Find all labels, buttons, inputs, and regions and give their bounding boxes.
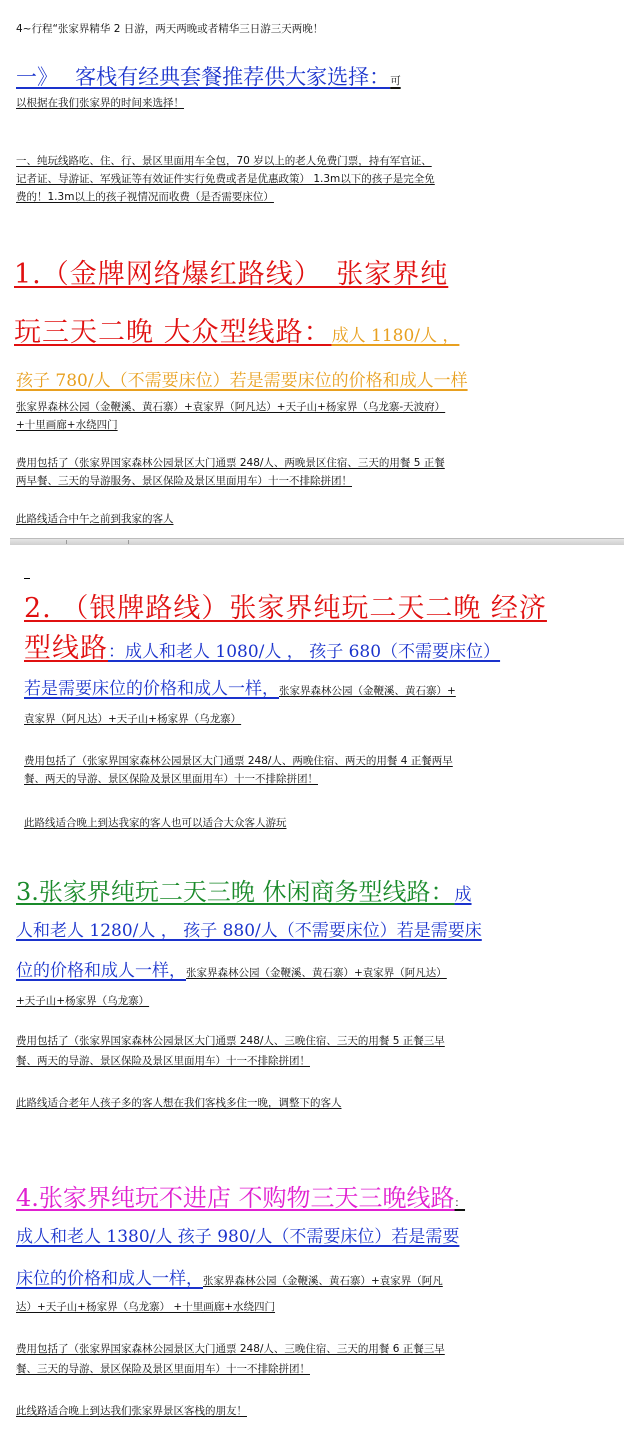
route1-fee-2: 两早餐、三天的导游服务、景区保险及景区里面用车）十一不排除拼团！ [16, 475, 352, 487]
route1-title-line2 [14, 316, 459, 350]
route3-fee-1: 费用包括了（张家界国家森林公园景区大门通票 248/人、三晚住宿、三天的用餐 5 正餐三早 [16, 1035, 445, 1047]
route2-title-line1: 2. （银牌路线）张家界纯玩二天二晚 经济 [24, 593, 547, 624]
intro-line: 4~行程“张家界精华 2 日游，两天两晚或者精华三日游三天两晚！ [16, 23, 324, 35]
heading-sub: 以根据在我们张家界的时间来选择！ [16, 97, 184, 109]
route1-itinerary-2: +十里画廊+水绕四门 [16, 419, 118, 431]
route4-fee-2: 餐、三天的导游、景区保险及景区里面用车）十一不排除拼团！ [16, 1363, 310, 1375]
heading-main: 一》 客栈有经典套餐推荐供大家选择： [16, 65, 391, 89]
route2-price-a: ：成人和老人 1080/人 ， 孩子 680（不需要床位） [108, 642, 501, 662]
route1-price-a: 成人 1180/人 ， [331, 326, 460, 346]
route4-price-a: 成人和老人 1380/人 孩子 980/人（不需要床位）若是需要 [16, 1227, 460, 1247]
route2-itinerary-2: 袁家界（阿凡达）+天子山+杨家界（乌龙寨） [24, 713, 242, 725]
route1-title-line1: 1.（金牌网络爆红路线） 张家界纯 [14, 259, 449, 290]
route2-price-row [24, 678, 456, 700]
route1-suit: 此路线适合中午之前到我家的客人 [16, 513, 174, 525]
route3-itinerary-1: 张家界森林公园（金鞭溪、黄石寨）+袁家界（阿凡达） [186, 967, 447, 979]
route3-price-row [16, 960, 447, 982]
route2-fee-2: 餐、两天的导游、景区保险及景区里面用车）十一不排除拼团！ [24, 773, 318, 785]
route4-title-text: 4.张家界纯玩不进店 不购物三天三晚线路 [16, 1184, 455, 1212]
route4-title-colon: ： [454, 1197, 466, 1209]
route4-price-b: 床位的价格和成人一样， [16, 1269, 203, 1289]
route2-fee-1: 费用包括了（张家界国家森林公园景区大门通票 248/人、两晚住宿、两天的用餐 4 正餐两早 [24, 755, 453, 767]
route4-price-row [16, 1268, 443, 1290]
route2-title-line2 [24, 632, 500, 666]
route2-title-text: 型线路 [24, 633, 108, 664]
route3-title-row [16, 876, 472, 908]
route4-itinerary-1: 张家界森林公园（金鞭溪、黄石寨）+袁家界（阿凡 [203, 1275, 443, 1287]
route3-itinerary-2: +天子山+杨家界（乌龙寨） [16, 995, 150, 1007]
route1-itinerary-1: 张家界森林公园（金鞭溪、黄石寨）+袁家界（阿凡达）+天子山+杨家界（乌龙寨-天波府） [16, 401, 446, 413]
route3-title-text: 3.张家界纯玩二天三晚 休闲商务型线路： [16, 878, 455, 906]
route4-itinerary-2: 达）+天子山+杨家界（乌龙寨） +十里画廊+水绕四门 [16, 1301, 276, 1313]
route3-price-c: 位的价格和成人一样， [16, 961, 186, 981]
route3-price-b: 人和老人 1280/人 ， 孩子 880/人（不需要床位）若是需要床 [16, 921, 482, 941]
page-separator [10, 538, 624, 545]
route4-suit: 此线路适合晚上到达我们张家界景区客栈的朋友！ [16, 1405, 247, 1417]
note-line-2: 记者证、导游证、军残证等有效证件实行免费或者是优惠政策） 1.3m以下的孩子是完全免 [16, 173, 435, 185]
route1-title-text: 玩三天二晚 大众型线路： [14, 317, 332, 348]
route3-price-a: 成 [454, 885, 472, 905]
route3-fee-2: 餐、两天的导游、景区保险及景区里面用车）十一不排除拼团！ [16, 1055, 310, 1067]
route2-itinerary-1: 张家界森林公园（金鞭溪、黄石寨）+ [279, 685, 456, 697]
note-line-3: 费的！1.3m以上的孩子视情况而收费（是否需要床位） [16, 191, 274, 203]
heading-tail: 可 [390, 75, 401, 87]
text-cursor [24, 578, 30, 579]
section-heading [16, 62, 401, 92]
route1-price-b: 孩子 780/人（不需要床位）若是需要床位的价格和成人一样 [16, 371, 468, 391]
route3-suit: 此路线适合老年人孩子多的客人想在我们客栈多住一晚，调整下的客人 [16, 1097, 342, 1109]
route4-fee-1: 费用包括了（张家界国家森林公园景区大门通票 248/人、三晚住宿、三天的用餐 6 正餐三早 [16, 1343, 445, 1355]
route2-suit: 此路线适合晚上到达我家的客人也可以适合大众客人游玩 [24, 817, 287, 829]
route1-fee-1: 费用包括了（张家界国家森林公园景区大门通票 248/人、两晚景区住宿、三天的用餐 5 正餐 [16, 457, 445, 469]
note-line-1: 一、纯玩线路吃、住、行、景区里面用车全包，70 岁以上的老人免费门票，持有军官证、 [16, 155, 432, 167]
route4-title-row [16, 1182, 465, 1214]
route2-price-b: 若是需要床位的价格和成人一样， [24, 679, 279, 699]
